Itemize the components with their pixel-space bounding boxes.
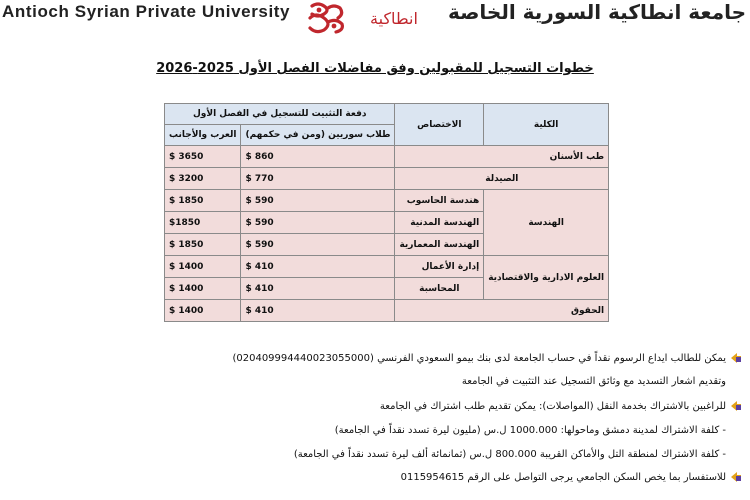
syrian-fee-cell: $ 860 bbox=[241, 146, 395, 168]
arab-fee-cell: $1850 bbox=[165, 212, 241, 234]
arab-fee-cell: $ 1850 bbox=[165, 234, 241, 256]
syrian-fee-cell: $ 410 bbox=[241, 300, 395, 322]
header-specialty: الاختصاص bbox=[395, 104, 484, 146]
bullet-arrow-icon bbox=[731, 472, 741, 482]
syrian-fee-cell: $ 590 bbox=[241, 190, 395, 212]
arab-fee-cell: $ 1400 bbox=[165, 278, 241, 300]
syrian-fee-cell: $ 770 bbox=[241, 168, 395, 190]
faculty-cell: العلوم الادارية والاقتصادية bbox=[484, 256, 609, 300]
header-payment-group: دفعة التثبيت للتسجيل في الفصل الأول bbox=[165, 104, 395, 125]
table-row bbox=[165, 300, 609, 322]
note-bank-deposit-continued: وتقديم اشعار التسديد مع وثائق التسجيل عند التثبيت في الجامعة bbox=[461, 376, 726, 387]
logo-wordmark: انطاكية bbox=[370, 9, 418, 28]
specialty-cell: المحاسبة bbox=[395, 278, 484, 300]
table-row bbox=[165, 190, 609, 212]
table-row bbox=[165, 168, 609, 190]
university-logo bbox=[304, 0, 432, 34]
note-transport: للراغبين بالاشتراك بخدمة النقل (المواصلات): يمكن تقديم طلب اشتراك في الجامعة bbox=[379, 401, 726, 412]
syrian-fee-cell: $ 590 bbox=[241, 234, 395, 256]
table-row bbox=[165, 256, 609, 278]
syrian-fee-cell: $ 590 bbox=[241, 212, 395, 234]
note-housing: للاستفسار بما يخص السكن الجامعي يرجى التواصل على الرقم 0115954615 bbox=[400, 472, 726, 483]
syrian-fee-cell: $ 410 bbox=[241, 278, 395, 300]
bullet-arrow-icon bbox=[731, 353, 741, 363]
arab-fee-cell: $ 1850 bbox=[165, 190, 241, 212]
arab-fee-cell: $ 3200 bbox=[165, 168, 241, 190]
header-faculty: الكلية bbox=[484, 104, 609, 146]
arab-fee-cell: $ 1400 bbox=[165, 256, 241, 278]
specialty-cell: الهندسة المدنية bbox=[395, 212, 484, 234]
page-title bbox=[0, 61, 750, 76]
university-name-english: Antioch Syrian Private University bbox=[2, 2, 291, 21]
arab-fee-cell: $ 1400 bbox=[165, 300, 241, 322]
university-name-arabic: جامعة انطاكية السورية الخاصة bbox=[447, 0, 746, 24]
page-title-text: خطوات التسجيل للمقبولين وفق مفاضلات الفصل الأول 2025-2026 bbox=[156, 61, 594, 76]
syrian-fee-cell: $ 410 bbox=[241, 256, 395, 278]
header-syrians: طلاب سوريين (ومن في حكمهم) bbox=[241, 125, 395, 146]
note-transport-damascus: - كلفة الاشتراك لمدينة دمشق وماحولها: 1000.000 ل.س (مليون ليرة تسدد نقداً في الجامعة) bbox=[334, 425, 726, 436]
note-bank-deposit: يمكن للطالب ايداع الرسوم نقداً في حساب الجامعة لدى بنك بيمو السعودي الفرنسي (020409994440023055000) bbox=[232, 353, 726, 364]
specialty-cell: إدارة الأعمال bbox=[395, 256, 484, 278]
header-arabs: العرب والأجانب bbox=[165, 125, 241, 146]
table-header-row bbox=[165, 104, 609, 125]
arab-fee-cell: $ 3650 bbox=[165, 146, 241, 168]
note-transport-tal: - كلفة الاشتراك لمنطقة التل والأماكن القريبة 800.000 ل.س (ثمانمائة ألف ليرة تسدد نقداً في الجامعة) bbox=[293, 449, 726, 460]
faculty-cell: طب الأسنان bbox=[395, 146, 609, 168]
bullet-arrow-icon bbox=[731, 401, 741, 411]
faculty-cell: الهندسة bbox=[484, 190, 609, 256]
table-row bbox=[165, 146, 609, 168]
fees-table bbox=[164, 103, 609, 322]
specialty-cell: هندسة الحاسوب bbox=[395, 190, 484, 212]
faculty-cell: الحقوق bbox=[395, 300, 609, 322]
specialty-cell: الهندسة المعمارية bbox=[395, 234, 484, 256]
faculty-cell: الصيدلة bbox=[395, 168, 609, 190]
